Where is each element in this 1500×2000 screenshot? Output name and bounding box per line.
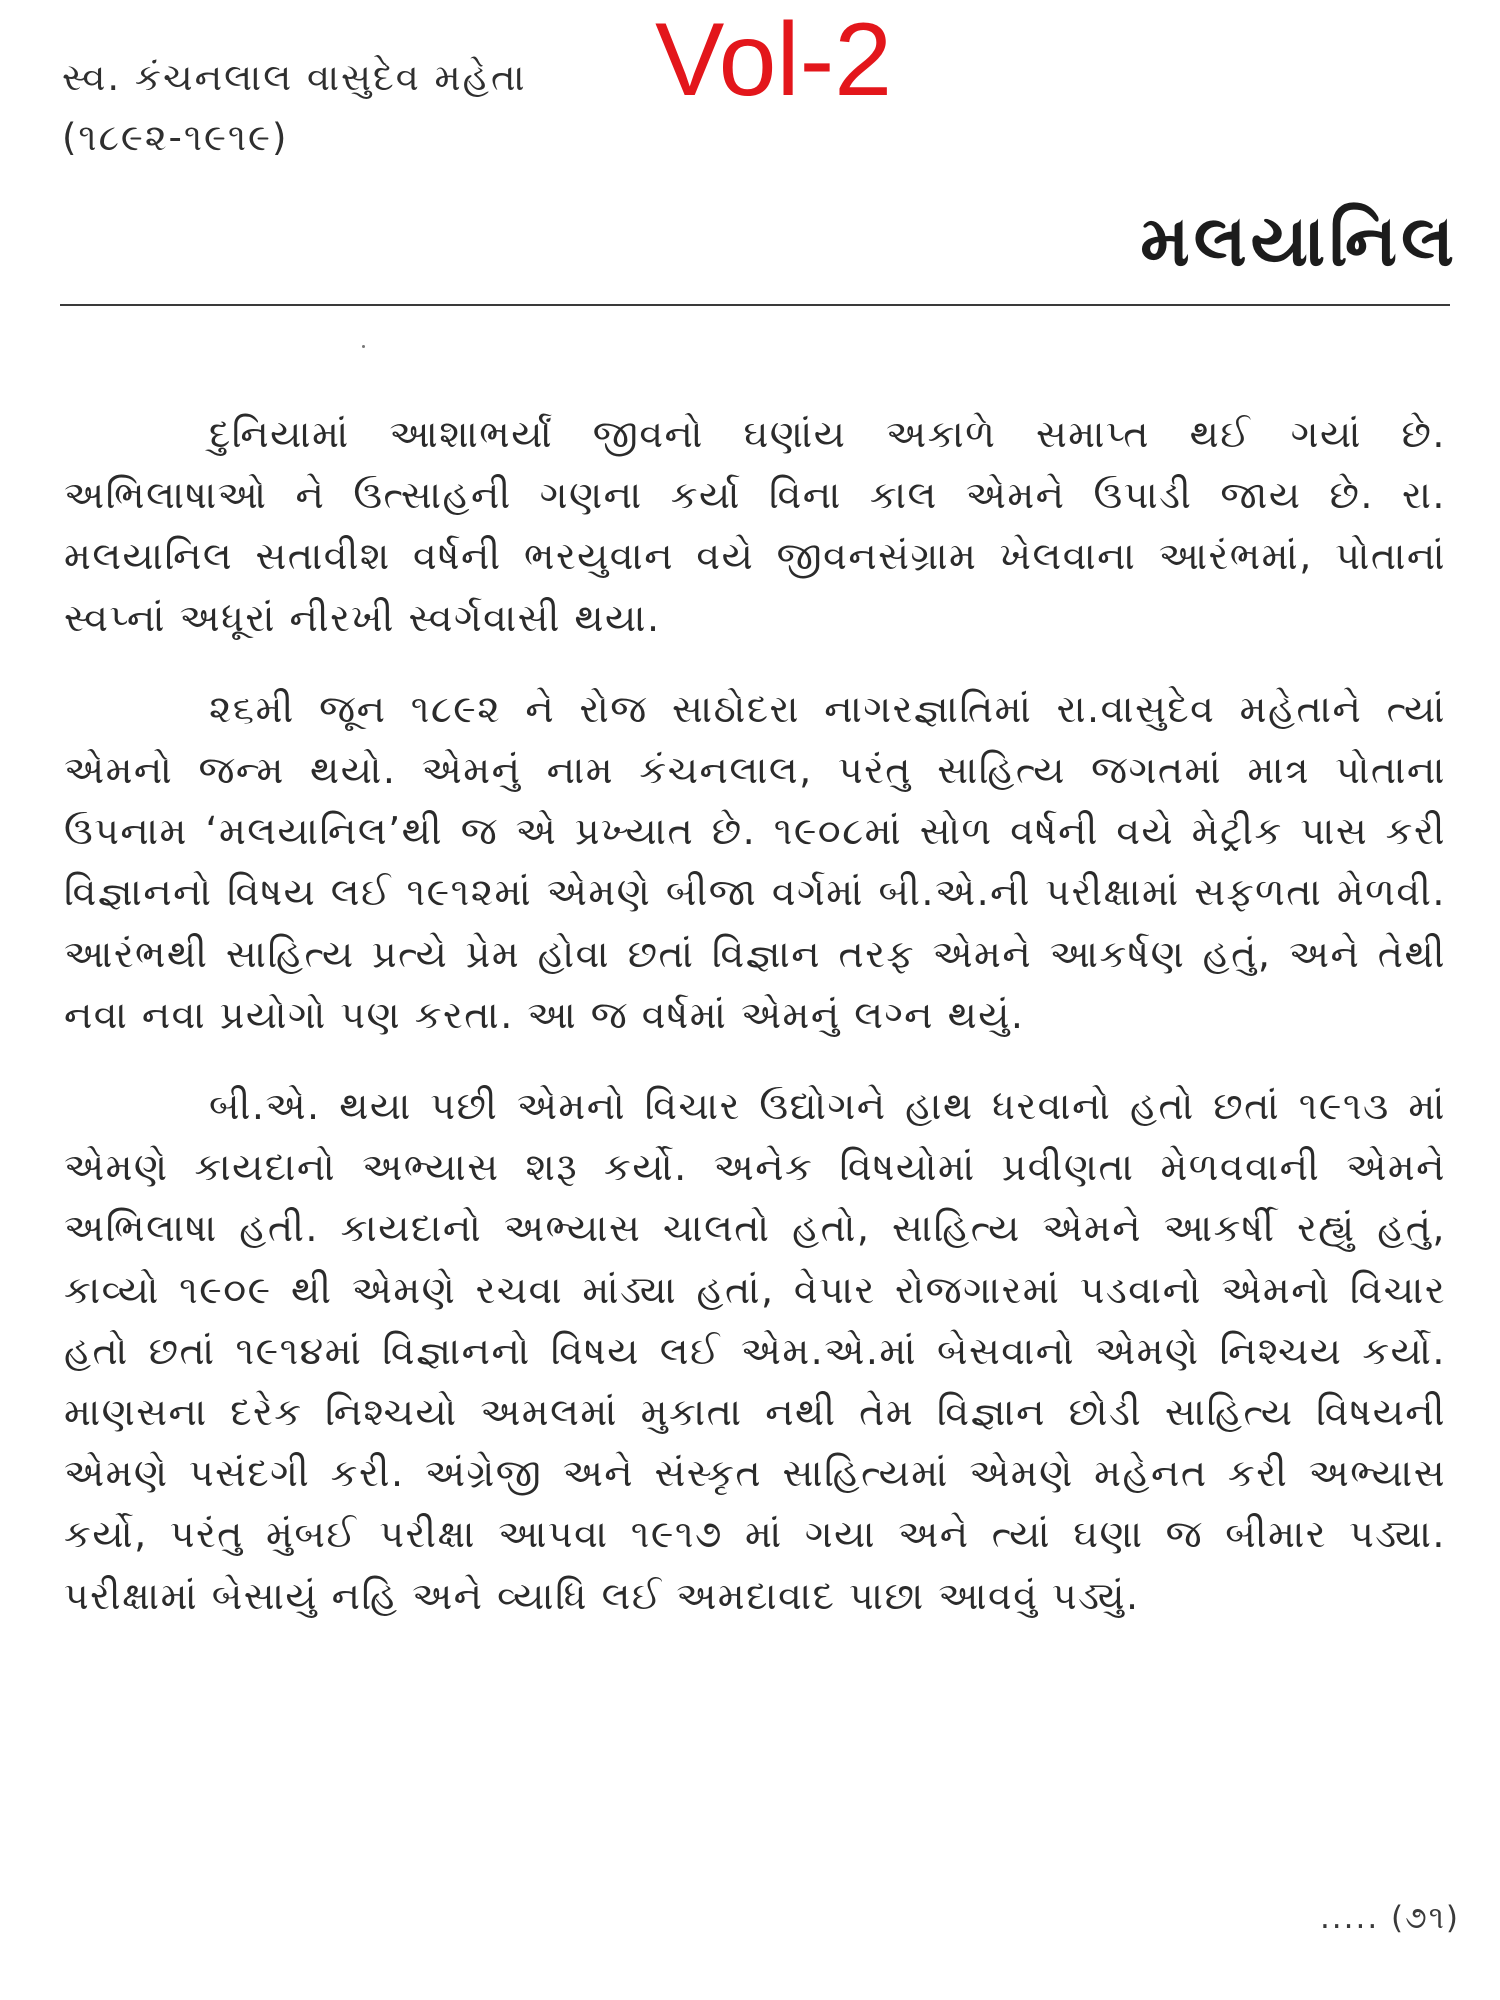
page-title: મલયાનિલ [1140,200,1458,282]
paragraph-2: ૨૬મી જૂન ૧૮૯૨ ને રોજ સાઠોદરા નાગરજ્ઞાતિમાં રા.વાસુદેવ મહેતાને ત્યાં એમનો જન્મ થયો. એમનું નામ કંચનલાલ, પરંતુ સાહિત્ય જગતમાં માત્ર પોતાના ઉપનામ ‘મલયાનિલ’થી જ એ પ્રખ્યાત છે. ૧૯૦૮માં સોળ વર્ષની વયે મેટ્રીક પાસ કરી વિજ્ઞાનનો વિષય લઈ ૧૯૧૨માં એમણે બીજા વર્ગમાં બી.એ.ની પરીક્ષામાં સફળતા મેળવી. આરંભથી સાહિત્ય પ્રત્યે પ્રેમ હોવા છતાં વિજ્ઞાન તરફ એમને આકર્ષણ હતું, અને તેથી નવા નવા પ્રયોગો પણ કરતા. આ જ વર્ષમાં એમનું લગ્ન થયું. [64,686,1446,1037]
body-text [64,404,1446,1627]
paragraph-3: બી.એ. થયા પછી એમનો વિચાર ઉદ્યોગને હાથ ધરવાનો હતો છતાં ૧૯૧૩ માં એમણે કાયદાનો અભ્યાસ શરૂ કર્યો. અનેક વિષયોમાં પ્રવીણતા મેળવવાની એમને અભિલાષા હતી. કાયદાનો અભ્યાસ ચાલતો હતો, સાહિત્ય એમને આકર્ષી રહ્યું હતું, કાવ્યો ૧૯૦૯ થી એમણે રચવા માંડ્યા હતાં, વેપાર રોજગારમાં પડવાનો એમનો વિચાર હતો છતાં ૧૯૧૪માં વિજ્ઞાનનો વિષય લઈ એમ.એ.માં બેસવાનો એમણે નિશ્ચય કર્યો. માણસના દરેક નિશ્ચયો અમલમાં મુકાતા નથી તેમ વિજ્ઞાન છોડી સાહિત્ય વિષયની એમણે પસંદગી કરી. અંગ્રેજી અને સંસ્કૃત સાહિત્યમાં એમણે મહેનત કરી અભ્યાસ કર્યો, પરંતુ મુંબઈ પરીક્ષા આપવા ૧૯૧૭ માં ગયા અને ત્યાં ઘણા જ બીમાર પડ્યા. પરીક્ષામાં બેસાયું નહિ અને વ્યાધિ લઈ અમદાવાદ પાછા આવવું પડ્યું. [64,1084,1446,1618]
paragraph-1: દુનિયામાં આશાભર્યાં જીવનો ઘણાંય અકાળે સમાપ્ત થઈ ગયાં છે. અભિલાષાઓ ને ઉત્સાહની ગણના કર્યા વિના કાલ એમને ઉપાડી જાય છે. રા. મલયાનિલ સતાવીશ વર્ષની ભરયુવાન વયે જીવનસંગ્રામ ખેલવાના આરંભમાં, પોતાનાં સ્વપ્નાં અધૂરાં નીરખી સ્વર્ગવાસી થયા. [64,412,1446,640]
print-speck [362,345,365,348]
author-credit [62,48,527,168]
author-years: (૧૮૯૨-૧૯૧૯) [62,116,289,159]
page-number-continuation: ..... (૭૧) [1319,1900,1460,1936]
author-name: સ્વ. કંચનલાલ વાસુદેવ મહેતા [62,56,527,99]
volume-label: Vol-2 [655,2,893,118]
title-divider [60,304,1450,306]
